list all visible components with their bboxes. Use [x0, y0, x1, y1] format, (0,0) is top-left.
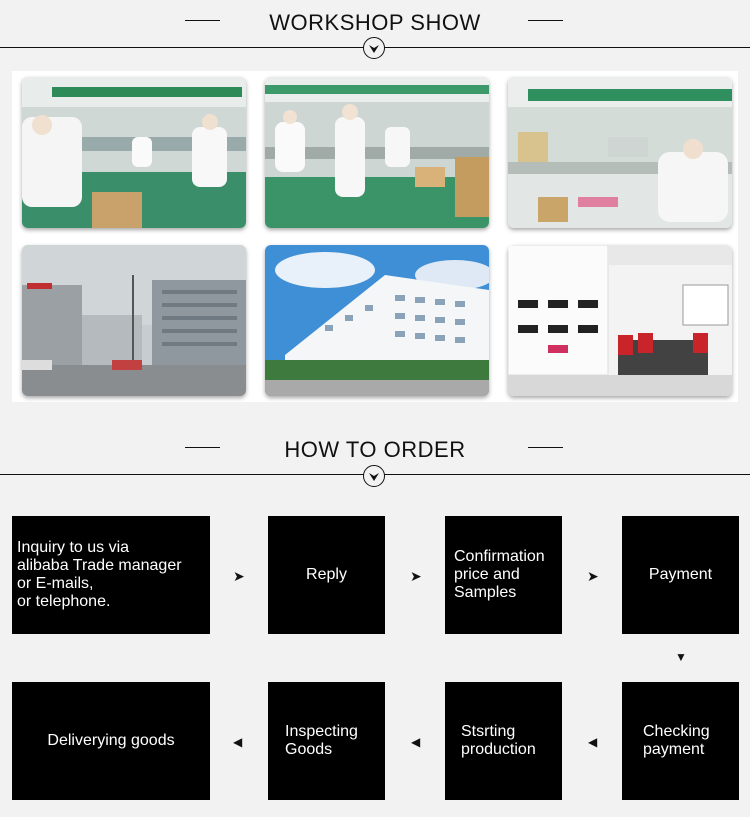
arrow-left-icon: ◀ [588, 735, 598, 749]
chevron-down-icon [363, 465, 385, 487]
step-checking-payment [622, 682, 739, 800]
step-label: Stsrting production [461, 723, 536, 758]
step-delivering-goods [12, 682, 210, 800]
step-inquiry [12, 516, 210, 634]
step-starting-production [445, 682, 562, 800]
chevron-down-icon [363, 37, 385, 59]
order-section-title: HOW TO ORDER [284, 437, 466, 462]
workshop-testing-station-photo [508, 77, 732, 228]
arrow-right-icon: ➤ [587, 568, 599, 584]
factory-street-photo [22, 245, 246, 396]
arrow-right-icon: ➤ [233, 568, 245, 584]
factory-building-photo [265, 245, 489, 396]
arrow-left-icon: ◀ [411, 735, 421, 749]
step-label: Deliverying goods [47, 732, 175, 749]
workshop-assembly-line-photo [22, 77, 246, 228]
step-label: Inquiry to us via alibaba Trade manager or E-mails, or telephone. [17, 539, 182, 610]
step-label: Reply [306, 566, 347, 583]
step-label: Inspecting Goods [285, 723, 358, 758]
step-payment [622, 516, 739, 634]
workshop-workers-photo [265, 77, 489, 228]
arrow-right-icon: ➤ [410, 568, 422, 584]
workshop-section-title: WORKSHOP SHOW [269, 10, 481, 35]
workshop-photo-grid [12, 71, 738, 402]
step-confirmation [445, 516, 562, 634]
step-label: Confirmation price and Samples [454, 548, 545, 601]
step-label: Checking payment [643, 723, 710, 758]
arrow-down-icon: ▼ [675, 650, 687, 664]
showroom-photo [508, 245, 732, 396]
title-line-right [528, 447, 563, 448]
title-line-right [528, 20, 563, 21]
arrow-left-icon: ◀ [233, 735, 243, 749]
step-reply [268, 516, 385, 634]
step-inspecting-goods [268, 682, 385, 800]
step-label: Payment [648, 566, 713, 583]
